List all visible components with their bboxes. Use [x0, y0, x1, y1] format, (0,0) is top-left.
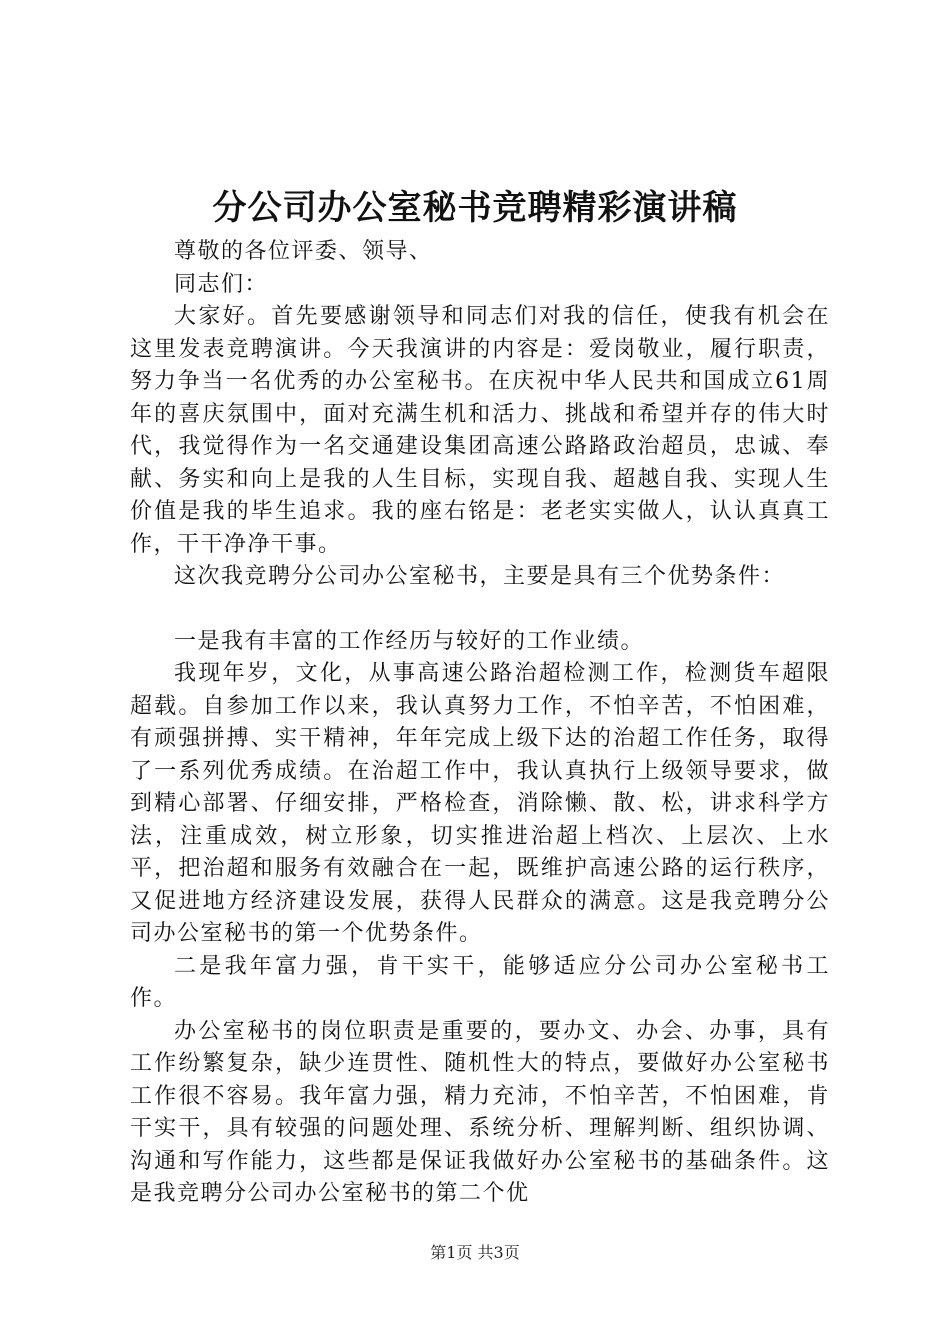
paragraph-advantage-2-body: 办公室秘书的岗位职责是重要的，要办文、办会、办事，具有工作纷繁复杂，缺少连贯性、随机性大的特点，要做好办公室秘书工作很不容易。我年富力强，精力充沛，不怕辛苦，不怕困难，肯干实干，具有较强的问题处理、系统分析、理解判断、组织协调、沟通和写作能力，这些都是保证我做好办公室秘书的基础条件。这是我竞聘分公司办公室秘书的第二个优 [130, 1018, 830, 1206]
paragraph-advantage-2-heading: 二是我年富力强，肯干实干，能够适应分公司办公室秘书工作。 [130, 953, 830, 1011]
paragraph-opening: 大家好。首先要感谢领导和同志们对我的信任，使我有机会在这里发表竞聘演讲。今天我演讲的内容是：爱岗敬业，履行职责，努力争当一名优秀的办公室秘书。在庆祝中华人民共和国成立61周年的喜庆氛围中，面对充满生机和活力、挑战和希望并存的伟大时代，我觉得作为一名交通建设集团高速公路路政治超员，忠诚、奉献、务实和向上是我的人生目标，实现自我、超越自我、实现人生价值是我的毕生追求。我的座右铭是：老老实实做人，认认真真工作，干干净净干事。 [130, 304, 830, 557]
paragraph-advantage-1-body: 我现年岁，文化，从事高速公路治超检测工作，检测货车超限超载。自参加工作以来，我认真努力工作，不怕辛苦，不怕困难，有顽强拼搏、实干精神，年年完成上级下达的治超工作任务，取得了一系列优秀成绩。在治超工作中，我认真执行上级领导要求，做到精心部署、仔细安排，严格检查，消除懒、散、松，讲求科学方法，注重成效，树立形象，切实推进治超上档次、上层次、上水平，把治超和服务有效融合在一起，既维护高速公路的运行秩序，又促进地方经济建设发展，获得人民群众的满意。这是我竞聘分公司办公室秘书的第一个优势条件。 [130, 661, 830, 946]
document-title: 分公司办公室秘书竞聘精彩演讲稿 [212, 188, 738, 228]
paragraph-advantages-intro: 这次我竞聘分公司办公室秘书，主要是具有三个优势条件： [174, 564, 786, 589]
salutation-line-2: 同志们： [174, 271, 269, 297]
salutation-line-1: 尊敬的各位评委、领导、 [174, 239, 433, 264]
document-body [130, 236, 830, 1211]
page-footer: 第1页 共3页 [430, 1243, 520, 1262]
paragraph-advantage-1-heading: 一是我有丰富的工作经历与较好的工作业绩。 [174, 628, 645, 654]
